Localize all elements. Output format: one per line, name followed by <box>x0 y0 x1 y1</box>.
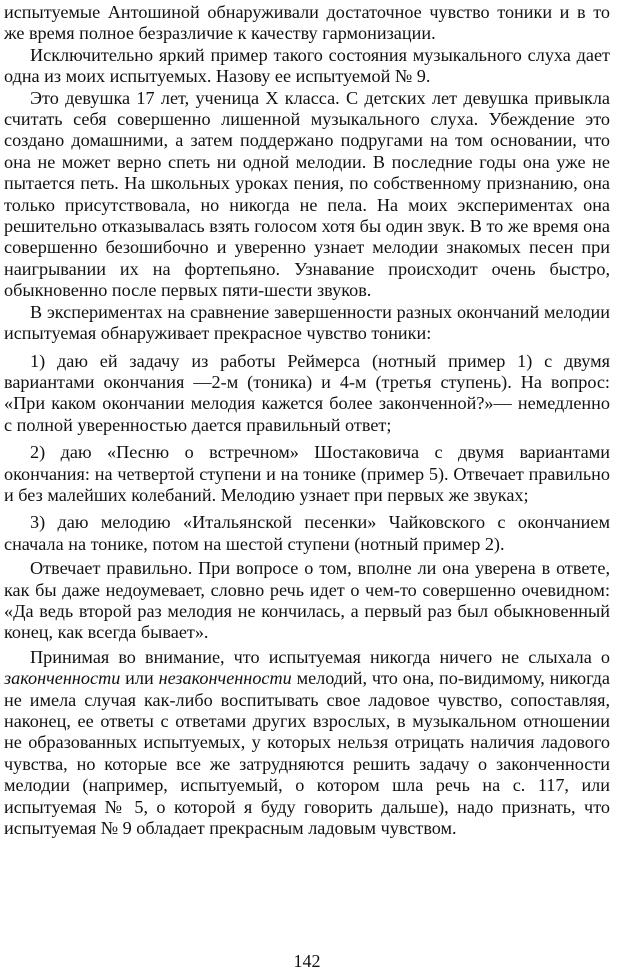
paragraph <box>4 2 610 45</box>
paragraph <box>4 558 610 644</box>
paragraph-text: 3) даю мелодию «Итальянской песенки» Чайковского с окончанием сначала на тонике, потом на шестой ступени (нотный пример 2). <box>4 512 610 554</box>
paragraph-text: 2) даю «Песню о встречном» Шостаковича с двумя вариантами окончания: на четвертой ступени и на тонике (пример 5). Отвечает правильно и без малейших колебаний. Мелодию узнает при первых же звуках; <box>4 442 610 505</box>
emphasized-text: незаконченности <box>158 668 292 689</box>
paragraph-text: Отвечает правильно. При вопросе о том, вполне ли она уверена в ответе, как бы даже недоумевает, словно речь идет о чем-то совершенно очевидном: «Да ведь второй раз мелодия не кончилась, а первый раз был обыкновенный конец, как всегда бывает». <box>4 558 610 643</box>
page-number: 142 <box>293 951 321 971</box>
paragraph-text: или <box>120 668 159 689</box>
paragraph <box>4 351 610 437</box>
paragraph-text: Принимая во внимание, что испытуемая никогда ничего не слыхала о <box>30 646 610 667</box>
paragraph-text: испытуемые Антошиной обнаруживали достаточное чувство тоники и в то же время полное безразличие к качеству гармонизации. <box>4 2 610 44</box>
text-body <box>4 2 610 839</box>
paragraph <box>4 647 610 840</box>
paragraph-text: В экспериментах на сравнение завершенности разных окончаний мелодии испытуемая обнаруживает прекрасное чувство тоники: <box>4 301 610 344</box>
paragraph-text: Это девушка 17 лет, ученица X класса. С детских лет девушка привыкла считать себя совершенно лишенной музыкального слуха. Убеждение это создано домашними, а затем поддержано подругами на том основании, что она не может верно спеть ни одной мелодии. В последние годы она уже не пытается петь. На школьных уроках пения, по собственному признанию, она только присутствовала, но никогда не пела. На моих экспериментах она решительно отказывалась взять голосом хотя бы один звук. В то же время она совершенно безошибочно и уверенно узнает мелодии знакомых песен при наигрывании их на фортепьяно. Узнавание происходит очень быстро, обыкновенно после первых пяти-шести звуков. <box>4 87 610 301</box>
paragraph <box>4 45 610 88</box>
emphasized-text: законченности <box>4 668 121 689</box>
paragraph <box>4 302 610 345</box>
paragraph <box>4 512 610 555</box>
paragraph-text: мелодий, что она, по-видимому, никогда не имела случая как-либо воспитывать свое ладовое чувство, сопоставляя, наконец, ее ответы с ответами других взрослых, в музыкальном отношении не образованных испытуемых, у которых нельзя отрицать наличия ладового чувства, но которые все же затрудняются решить задачу о законченности мелодии (например, испытуемый, о котором шла речь на с. 117, или испытуемая № 5, о которой я буду говорить дальше), надо признать, что испытуемая № 9 обладает прекрасным ладовым чувством. <box>4 668 610 839</box>
paragraph <box>4 442 610 506</box>
paragraph-text: 1) даю ей задачу из работы Реймерса (нотный пример 1) с двумя вариантами окончания —2-м (тоника) и 4-м (третья ступень). На вопрос: «При каком окончании мелодия кажется более законченной?»— немедленно с полной уверенностью дается правильный ответ; <box>4 350 610 435</box>
paragraph-text: Исключительно яркий пример такого состояния музыкального слуха дает одна из моих испытуемых. Назову ее испытуемой № 9. <box>4 44 610 87</box>
paragraph <box>4 88 610 302</box>
book-page <box>4 0 610 980</box>
